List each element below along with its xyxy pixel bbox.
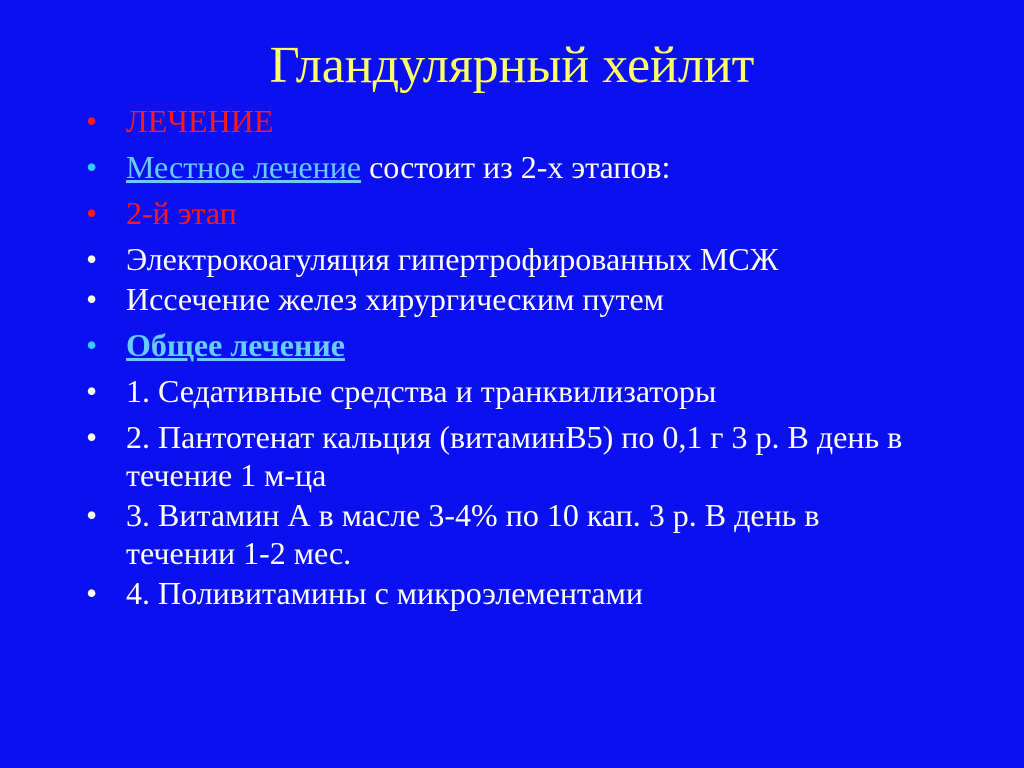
general-treatment-link[interactable]: Общее лечение <box>126 327 345 363</box>
bullet-marker: • <box>86 241 98 277</box>
bullet-marker: • <box>86 103 98 139</box>
slide-title: Гландулярный хейлит <box>269 37 755 94</box>
list-item-text: 4. Поливитамины с микроэлементами <box>126 575 643 611</box>
list-item-text: 2. Пантотенат кальция (витаминB5) по 0,1 г 3 р. В день в течение 1 м-ца <box>126 419 903 493</box>
list-item <box>86 240 926 278</box>
list-item <box>86 418 926 494</box>
list-item <box>86 372 926 410</box>
list-item-local-treatment <box>86 148 926 186</box>
list-item-text: Иссечение желез хирургическим путем <box>126 281 664 317</box>
list-item-stage-two <box>86 194 926 232</box>
treatment-heading: ЛЕЧЕНИЕ <box>126 103 274 139</box>
bullet-marker: • <box>86 575 98 611</box>
bullet-marker: • <box>86 373 98 409</box>
bullet-marker: • <box>86 497 98 533</box>
local-treatment-text: состоит из 2-х этапов: <box>361 149 671 185</box>
bullet-marker: • <box>86 195 98 231</box>
list-item-treatment-heading <box>86 102 926 140</box>
bullet-list <box>86 102 926 620</box>
list-item-text: 1. Седативные средства и транквилизаторы <box>126 373 717 409</box>
list-item-text: 3. Витамин А в масле 3-4% по 10 кап. 3 р. В день в течении 1-2 мес. <box>126 497 820 571</box>
list-item <box>86 574 926 612</box>
list-item <box>86 496 926 572</box>
list-item-text: Электрокоагуляция гипертрофированных МСЖ <box>126 241 779 277</box>
bullet-marker: • <box>86 281 98 317</box>
bullet-marker: • <box>86 419 98 455</box>
list-item-general-treatment <box>86 326 926 364</box>
bullet-marker: • <box>86 327 98 363</box>
stage-two-label: 2-й этап <box>126 195 237 231</box>
list-item <box>86 280 926 318</box>
bullet-marker: • <box>86 149 98 185</box>
local-treatment-link[interactable]: Местное лечение <box>126 149 362 185</box>
